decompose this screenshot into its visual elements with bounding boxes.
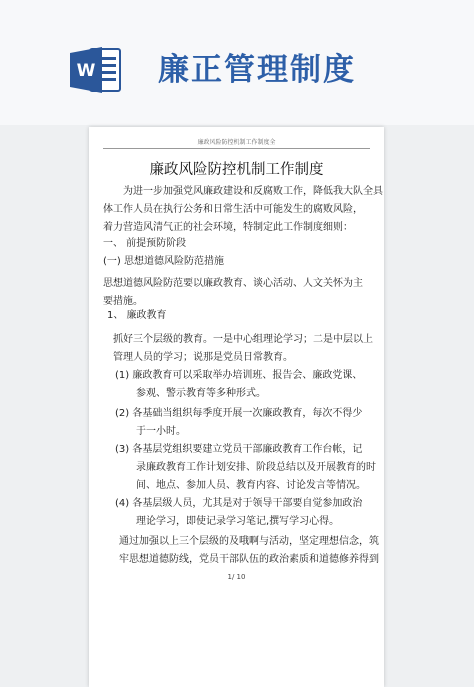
list-item: (1) 廉政教育可以采取举办培训班、报告会、廉政党课、 [115,370,363,381]
list-item: (3) 各基层党组织要建立党员干部廉政教育工作台帐，记 [115,444,363,455]
body-line: 为进一步加强党风廉政建设和反腐败工作，降低我大队全具 [123,186,383,197]
section-heading: 一、 前提预防阶段 [103,238,187,249]
list-item-continued: 间、地点、参加人员、教育内容、讨论发言等情况。 [136,480,366,491]
body-line: 要措施。 [103,296,143,307]
page-number: 1/ 10 [227,573,246,581]
list-item-continued: 理论学习，即使记录学习笔记,撰写学习心得。 [136,516,340,527]
list-item: (2) 各基础当组织每季度开展一次廉政教育，每次不得少 [115,408,363,419]
svg-text:W: W [76,61,96,81]
document-page [89,127,384,687]
body-line: 体工作人员在执行公务和日常生活中可能发生的腐败风险， [103,204,363,215]
banner-title: 廉正管理制度 [158,52,356,88]
body-line: 管理人员的学习；说那是党员日常教育。 [113,352,293,363]
document-title: 廉政风险防控机制工作制度 [149,162,324,178]
body-line: 通过加强以上三个层级的及哦啊与活动，坚定理想信念，筑 [119,536,379,547]
list-item-continued: 于一小时。 [136,426,186,437]
subsection-heading: (一) 思想道德风险防范措施 [103,256,224,267]
body-line: 抓好三个层级的教育。一是中心组理论学习；二是中层以上 [113,334,373,345]
item-heading: 1、 廉政教育 [107,310,167,321]
list-item-continued: 录廉政教育工作计划安排、阶段总结以及开展教育的时 [136,462,376,473]
body-line: 思想道德风险防范要以廉政教育、谈心活动、人文关怀为主 [103,278,363,289]
list-item-continued: 参观、警示教育等多种形式。 [136,388,266,399]
list-item: (4) 各基层级人员，尤其是对于领导干部要自觉参加政治 [115,498,363,509]
banner [0,0,474,125]
page-header: 廉政风险防控机制工作制度全 [197,139,276,146]
body-line: 牢思想道德防线，党员干部队伍的政治素质和道德修养得到 [119,554,379,565]
word-document-icon [68,45,124,95]
header-rule [103,148,370,149]
body-line: 着力营造风清气正的社会环境，特制定此工作制度细则： [103,222,353,233]
